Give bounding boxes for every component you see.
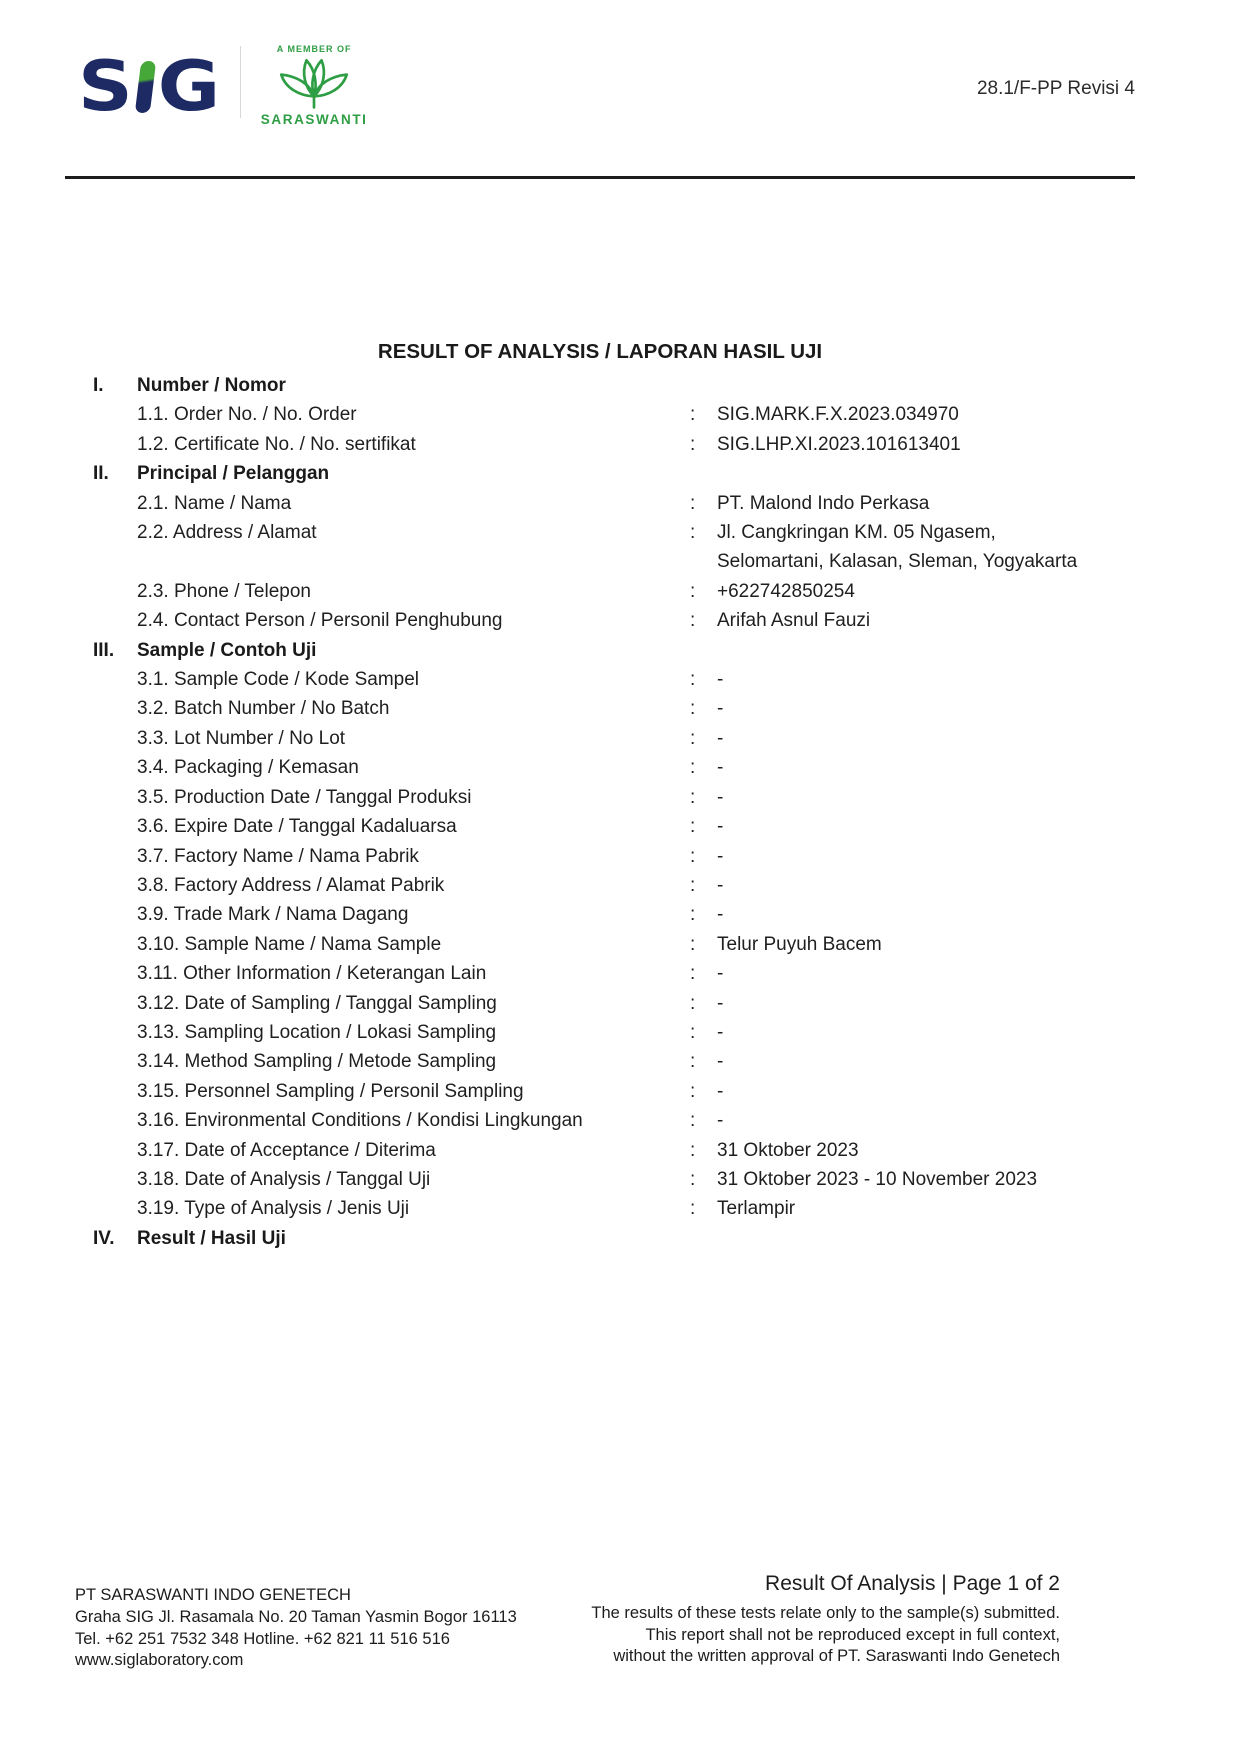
section-numeral: III. — [93, 639, 115, 661]
page-title: RESULT OF ANALYSIS / LAPORAN HASIL UJI — [377, 340, 823, 363]
section-heading: Sample / Contoh Uji — [137, 639, 317, 661]
table-row — [65, 753, 1135, 782]
document-code: 28.1/F-PP Revisi 4 — [976, 78, 1135, 99]
row-colon: : — [690, 757, 696, 779]
row-numeral-spacer — [65, 930, 137, 959]
saraswanti-label: SARASWANTI — [260, 112, 368, 127]
table-row — [65, 577, 1135, 606]
table-row — [65, 665, 1135, 694]
row-colon: : — [690, 933, 696, 955]
row-value: Arifah Asnul Fauzi — [717, 610, 871, 632]
table-row — [65, 1165, 1135, 1194]
row-colon: : — [690, 698, 696, 720]
lotus-icon — [272, 56, 356, 110]
row-label: 1.2. Certificate No. / No. sertifikat — [137, 433, 416, 455]
row-value-line: Jl. Cangkringan KM. 05 Ngasem, — [717, 522, 996, 544]
row-numeral-spacer — [65, 430, 137, 459]
footer-company-line: Graha SIG Jl. Rasamala No. 20 Taman Yasmin Bogor 16113 — [75, 1607, 517, 1626]
row-label: 3.9. Trade Mark / Nama Dagang — [137, 904, 409, 926]
row-colon: : — [690, 404, 696, 426]
row-label: 2.3. Phone / Telepon — [137, 580, 311, 602]
row-colon: : — [690, 816, 696, 838]
row-numeral-spacer — [65, 753, 137, 782]
footer-company-line: PT SARASWANTI INDO GENETECH — [75, 1586, 351, 1604]
row-colon: : — [690, 1168, 696, 1190]
table-row — [65, 1047, 1135, 1076]
row-colon: : — [690, 522, 696, 544]
row-value: - — [717, 963, 724, 985]
section-heading: Result / Hasil Uji — [137, 1227, 286, 1249]
table-row — [65, 900, 1135, 929]
row-value: Terlampir — [717, 1198, 796, 1220]
row-label: 3.8. Factory Address / Alamat Pabrik — [137, 874, 445, 896]
row-colon: : — [690, 1080, 696, 1102]
row-label: 3.3. Lot Number / No Lot — [137, 727, 346, 749]
info-table — [65, 371, 1135, 1253]
row-label: 3.2. Batch Number / No Batch — [137, 698, 390, 720]
row-value: - — [717, 1080, 724, 1102]
section-row — [65, 636, 1135, 665]
table-row — [65, 430, 1135, 459]
row-value: SIG.LHP.XI.2023.101613401 — [717, 433, 961, 455]
row-numeral-spacer — [65, 812, 137, 841]
row-value: - — [717, 698, 724, 720]
row-label: 3.16. Environmental Conditions / Kondisi Lingkungan — [137, 1110, 583, 1132]
row-value: - — [717, 757, 724, 779]
row-value: - — [717, 992, 724, 1014]
table-row — [65, 1077, 1135, 1106]
section-numeral: I. — [93, 375, 104, 396]
row-value: - — [717, 727, 724, 749]
row-label: 3.11. Other Information / Keterangan Lain — [137, 963, 487, 985]
row-label: 1.1. Order No. / No. Order — [137, 404, 357, 426]
row-colon: : — [690, 904, 696, 926]
row-numeral-spacer — [65, 724, 137, 753]
row-numeral-spacer — [65, 1136, 137, 1165]
row-numeral-spacer — [65, 783, 137, 812]
section-heading: Principal / Pelanggan — [137, 463, 330, 485]
row-label: 3.13. Sampling Location / Lokasi Sampling — [137, 1021, 497, 1043]
table-row — [65, 959, 1135, 988]
row-colon: : — [690, 992, 696, 1014]
section-row — [65, 459, 1135, 488]
row-label: 3.19. Type of Analysis / Jenis Uji — [137, 1198, 410, 1220]
row-label: 3.4. Packaging / Kemasan — [137, 757, 359, 779]
row-label: 3.10. Sample Name / Nama Sample — [137, 933, 442, 955]
saraswanti-logo — [255, 44, 373, 127]
member-of-label: A MEMBER OF — [276, 44, 352, 54]
row-value: - — [717, 1021, 724, 1043]
row-value: - — [717, 1051, 724, 1073]
section-numeral: IV. — [93, 1227, 115, 1249]
row-numeral-spacer — [65, 606, 137, 635]
row-numeral-spacer — [65, 1077, 137, 1106]
table-row — [65, 930, 1135, 959]
row-numeral-spacer — [65, 1106, 137, 1135]
footer-disclaimer — [591, 1603, 1060, 1668]
sig-logo-i-bar-icon — [135, 61, 156, 113]
row-numeral-spacer — [65, 1165, 137, 1194]
row-colon: : — [690, 845, 696, 867]
row-colon: : — [690, 963, 696, 985]
row-label: 3.7. Factory Name / Nama Pabrik — [137, 845, 419, 867]
row-colon: : — [690, 610, 696, 632]
table-row — [65, 518, 1135, 577]
row-numeral-spacer — [65, 989, 137, 1018]
footer-company-block — [75, 1585, 517, 1672]
table-row — [65, 1194, 1135, 1223]
row-numeral-spacer — [65, 518, 137, 577]
table-row — [65, 489, 1135, 518]
row-numeral-spacer — [65, 577, 137, 606]
row-colon: : — [690, 1051, 696, 1073]
section-heading: Number / Nomor — [137, 375, 286, 396]
row-colon: : — [690, 1139, 696, 1161]
row-numeral-spacer — [65, 1194, 137, 1223]
table-row — [65, 724, 1135, 753]
row-numeral-spacer — [65, 959, 137, 988]
row-colon: : — [690, 1198, 696, 1220]
row-label: 2.1. Name / Nama — [137, 492, 292, 514]
table-row — [65, 1136, 1135, 1165]
row-label: 3.17. Date of Acceptance / Diterima — [137, 1139, 436, 1161]
row-value — [717, 518, 1135, 577]
row-colon: : — [690, 727, 696, 749]
row-numeral-spacer — [65, 489, 137, 518]
row-value: - — [717, 874, 724, 896]
sig-logo — [78, 44, 219, 127]
row-value: 31 Oktober 2023 — [717, 1139, 859, 1161]
table-row — [65, 1106, 1135, 1135]
footer-company-line: www.siglaboratory.com — [75, 1651, 244, 1670]
row-numeral-spacer — [65, 665, 137, 694]
table-row — [65, 989, 1135, 1018]
section-row — [65, 1224, 1135, 1253]
row-value: Telur Puyuh Bacem — [717, 933, 882, 955]
row-numeral-spacer — [65, 694, 137, 723]
sig-logo-letter-s: S — [78, 44, 131, 127]
row-label: 2.2. Address / Alamat — [137, 522, 317, 544]
row-value: SIG.MARK.F.X.2023.034970 — [717, 404, 959, 426]
row-numeral-spacer — [65, 1047, 137, 1076]
row-label: 3.1. Sample Code / Kode Sampel — [137, 669, 420, 691]
section-row — [65, 371, 1135, 400]
row-value: - — [717, 904, 724, 926]
table-row — [65, 694, 1135, 723]
row-numeral-spacer — [65, 900, 137, 929]
row-label: 3.6. Expire Date / Tanggal Kadaluarsa — [137, 816, 457, 838]
table-row — [65, 400, 1135, 429]
table-row — [65, 1018, 1135, 1047]
row-value: - — [717, 786, 724, 808]
row-colon: : — [690, 786, 696, 808]
row-colon: : — [690, 433, 696, 455]
footer-right-block — [591, 1572, 1060, 1668]
table-row — [65, 871, 1135, 900]
row-numeral-spacer — [65, 871, 137, 900]
row-value-line: Selomartani, Kalasan, Sleman, Yogyakarta — [717, 551, 1078, 573]
row-value: PT. Malond Indo Perkasa — [717, 492, 930, 514]
row-label: 3.5. Production Date / Tanggal Produksi — [137, 786, 472, 808]
row-numeral-spacer — [65, 1018, 137, 1047]
table-row — [65, 783, 1135, 812]
row-colon: : — [690, 1110, 696, 1132]
row-label: 2.4. Contact Person / Personil Penghubung — [137, 610, 503, 632]
row-value: - — [717, 1110, 724, 1132]
section-numeral: II. — [93, 463, 109, 485]
row-colon: : — [690, 669, 696, 691]
footer-company-line: Tel. +62 251 7532 348 Hotline. +62 821 11 516 516 — [75, 1629, 450, 1648]
logo-divider — [240, 46, 241, 118]
row-value: - — [717, 816, 724, 838]
row-label: 3.18. Date of Analysis / Tanggal Uji — [137, 1168, 431, 1190]
row-numeral-spacer — [65, 400, 137, 429]
footer-disclaimer-line: The results of these tests relate only to the sample(s) submitted. — [591, 1604, 1060, 1622]
row-colon: : — [690, 1021, 696, 1043]
header-rule — [65, 176, 1135, 179]
row-value: +622742850254 — [717, 580, 855, 602]
row-value: 31 Oktober 2023 - 10 November 2023 — [717, 1168, 1038, 1190]
table-row — [65, 842, 1135, 871]
row-label: 3.14. Method Sampling / Metode Sampling — [137, 1051, 497, 1073]
row-numeral-spacer — [65, 842, 137, 871]
footer-disclaimer-line: without the written approval of PT. Saraswanti Indo Genetech — [613, 1647, 1060, 1666]
header-logos — [78, 44, 373, 127]
row-label: 3.12. Date of Sampling / Tanggal Sampling — [137, 992, 497, 1014]
row-value: - — [717, 845, 724, 867]
row-colon: : — [690, 492, 696, 514]
row-label: 3.15. Personnel Sampling / Personil Sampling — [137, 1080, 524, 1102]
footer-disclaimer-line: This report shall not be reproduced except in full context, — [645, 1625, 1060, 1644]
table-row — [65, 812, 1135, 841]
page-indicator: Result Of Analysis | Page 1 of 2 — [765, 1572, 1060, 1595]
row-colon: : — [690, 874, 696, 896]
table-row — [65, 606, 1135, 635]
row-value: - — [717, 669, 724, 691]
row-colon: : — [690, 580, 696, 602]
sig-logo-letter-g: G — [157, 44, 219, 127]
